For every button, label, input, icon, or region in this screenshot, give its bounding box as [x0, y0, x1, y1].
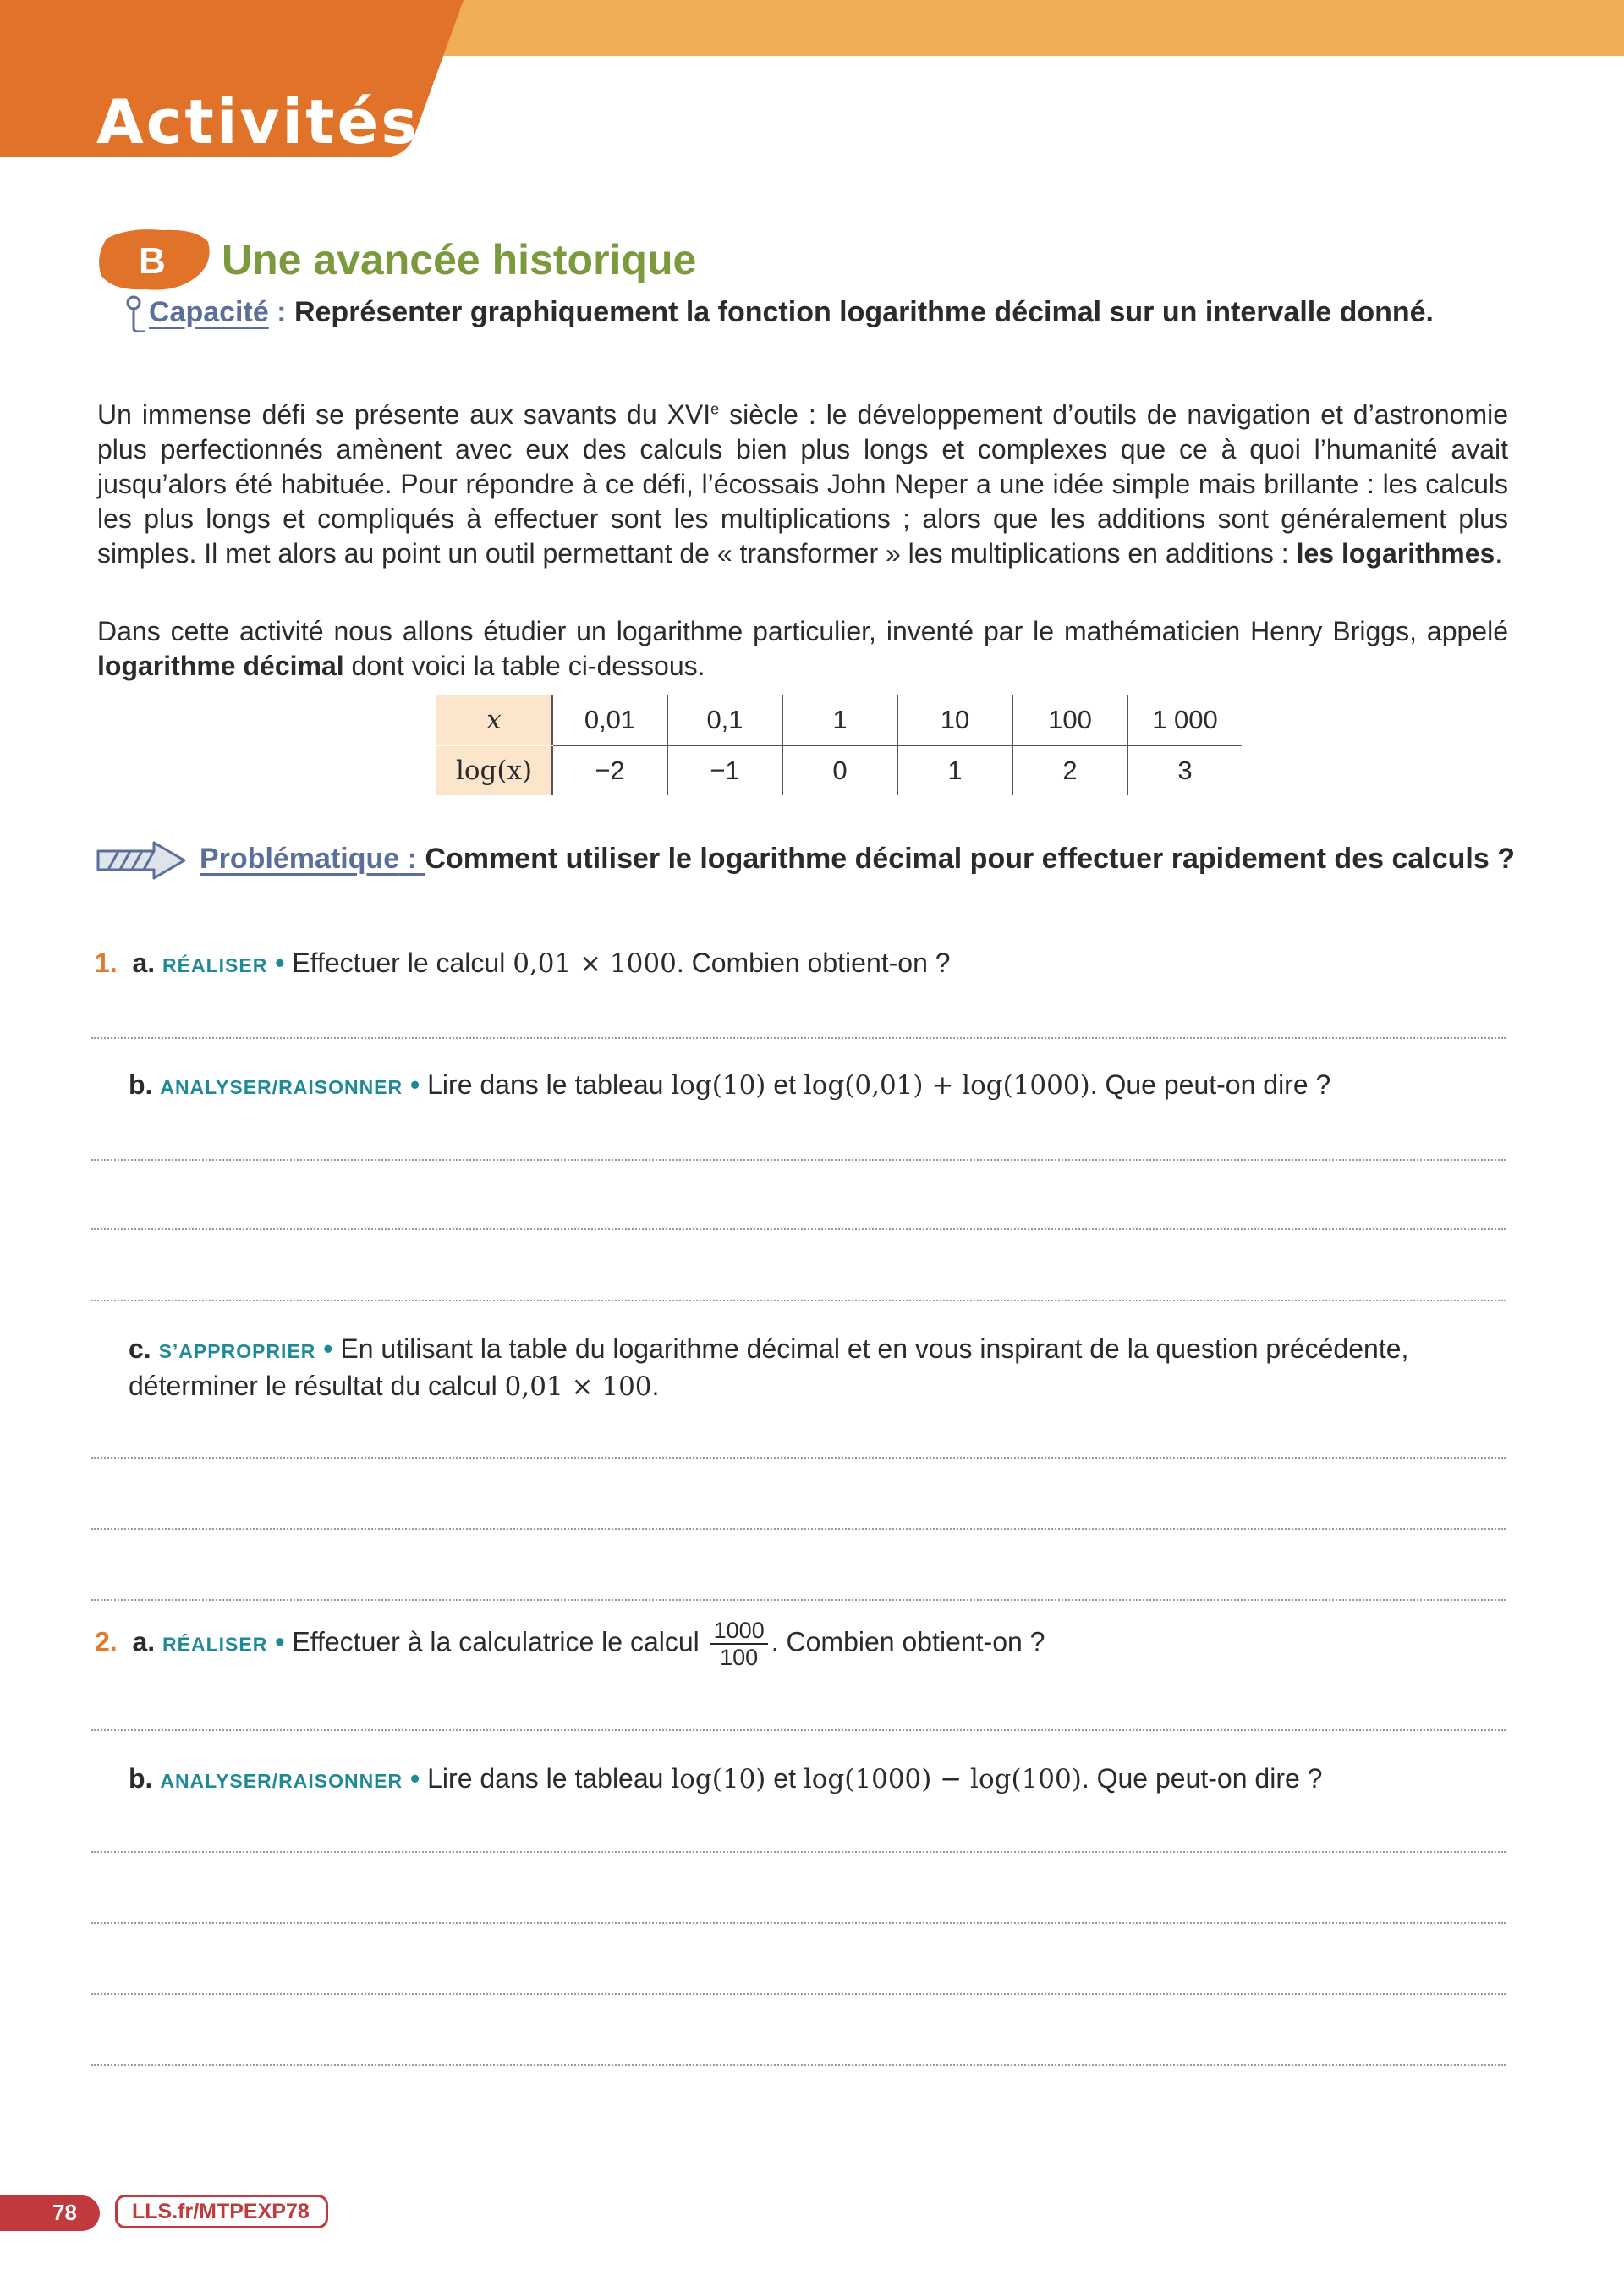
answer-line[interactable] [91, 1037, 1506, 1039]
answer-line[interactable] [91, 2064, 1506, 2066]
footer-link[interactable]: LLS.fr/MTPEXP78 [132, 2200, 310, 2223]
problematique-text: Comment utiliser le logarithme décimal pour effectuer rapidement des calculs ? [425, 843, 1515, 875]
section-title: Une avancée historique [222, 236, 697, 283]
answer-line[interactable] [91, 1599, 1506, 1601]
answer-line[interactable] [91, 1851, 1506, 1853]
table-head-log: log(x) [436, 745, 552, 795]
answer-line[interactable] [91, 1228, 1506, 1230]
table-cell: 1 000 [1127, 695, 1242, 745]
table-cell: 3 [1127, 745, 1242, 795]
arrow-icon [95, 839, 189, 889]
page-number: 78 [52, 2200, 77, 2225]
table-row [436, 745, 1242, 795]
pin-icon [123, 294, 145, 339]
skill-tag: S’APPROPRIER [158, 1340, 316, 1362]
question-number: 1. [95, 948, 118, 978]
skill-tag: RÉALISER [162, 1633, 268, 1656]
problematique-colon: : [399, 843, 417, 875]
answer-line[interactable] [91, 1993, 1506, 1995]
table-row [436, 695, 1242, 745]
table-cell: 2 [1012, 745, 1127, 795]
capacite-text: Représenter graphiquement la fonction logarithme décimal sur un intervalle donné. [294, 296, 1435, 328]
page-number-badge [0, 2195, 100, 2231]
table-cell: 0,1 [667, 695, 782, 745]
question-2a: 2. a. RÉALISER • Effectuer à la calculatrice le calcul $\frac{1000}{100}$ . Combien obtient-on ? [95, 1618, 1045, 1670]
table-cell: −2 [552, 745, 667, 795]
table-cell: 10 [897, 695, 1012, 745]
fraction: $\frac{1000}{100}$ [710, 1618, 768, 1670]
question-1a: 1. a. RÉALISER • Effectuer le calcul 0,01 × 1000. Combien obtient-on ? [95, 948, 951, 979]
table-cell: 100 [1012, 695, 1127, 745]
question-number: 2. [95, 1626, 118, 1657]
table-cell: 0 [782, 745, 897, 795]
question-2b: b. ANALYSER/RAISONNER • Lire dans le tableau log(10) et log(1000) − log(100). Que peut-on dire ? [129, 1763, 1323, 1794]
skill-tag: ANALYSER/RAISONNER [160, 1770, 403, 1792]
answer-line[interactable] [91, 1159, 1506, 1161]
page-title: Activités [96, 86, 420, 157]
table-cell: 1 [782, 695, 897, 745]
skill-tag: ANALYSER/RAISONNER [160, 1076, 403, 1098]
answer-line[interactable] [91, 1300, 1506, 1301]
answer-line[interactable] [91, 1457, 1506, 1459]
intro-paragraph-2: Dans cette activité nous allons étudier un logarithme particulier, inventé par le mathématicien Henry Briggs, appelé logarithme décimal dont voici la table ci-dessous. [97, 616, 1508, 681]
problematique-label: Problématique [200, 843, 400, 875]
answer-line[interactable] [91, 1729, 1506, 1731]
capacite-row [129, 296, 1434, 329]
skill-tag: RÉALISER [162, 954, 268, 976]
question-1b: b. ANALYSER/RAISONNER • Lire dans le tableau log(10) et log(0,01) + log(1000). Que peut-on dire ? [129, 1069, 1331, 1101]
table-cell: 0,01 [552, 695, 667, 745]
answer-line[interactable] [91, 1528, 1506, 1530]
capacite-label: Capacité [149, 296, 269, 328]
section-letter: B [139, 240, 166, 282]
log-table [436, 695, 1242, 795]
answer-line[interactable] [91, 1922, 1506, 1924]
question-1c: c. S’APPROPRIER • En utilisant la table du logarithme décimal et en vous inspirant de la question précédente, déterminer le résultat du calcul 0,01 × 100. [129, 1333, 1409, 1402]
table-head-x: x [436, 695, 552, 745]
capacite-colon: : [268, 296, 287, 328]
table-cell: −1 [667, 745, 782, 795]
table-cell: 1 [897, 745, 1012, 795]
intro-paragraph-1: Un immense défi se présente aux savants du XVIe siècle : le développement d’outils de navigation et d’astronomie plus perfectionnés amènent avec eux des calculs bien plus longs et complexes que ce à quoi l’humanité avait jusqu’alors été habituée. Pour répondre à ce défi, l’écossais John Neper a une idée simple mais brillante : les calculs les plus longs et compliqués à effectuer sont les multiplications ; alors que les additions sont généralement plus simples. Il met alors au point un outil permettant de « transformer » les multiplications en additions : les logarithmes. [97, 399, 1509, 569]
